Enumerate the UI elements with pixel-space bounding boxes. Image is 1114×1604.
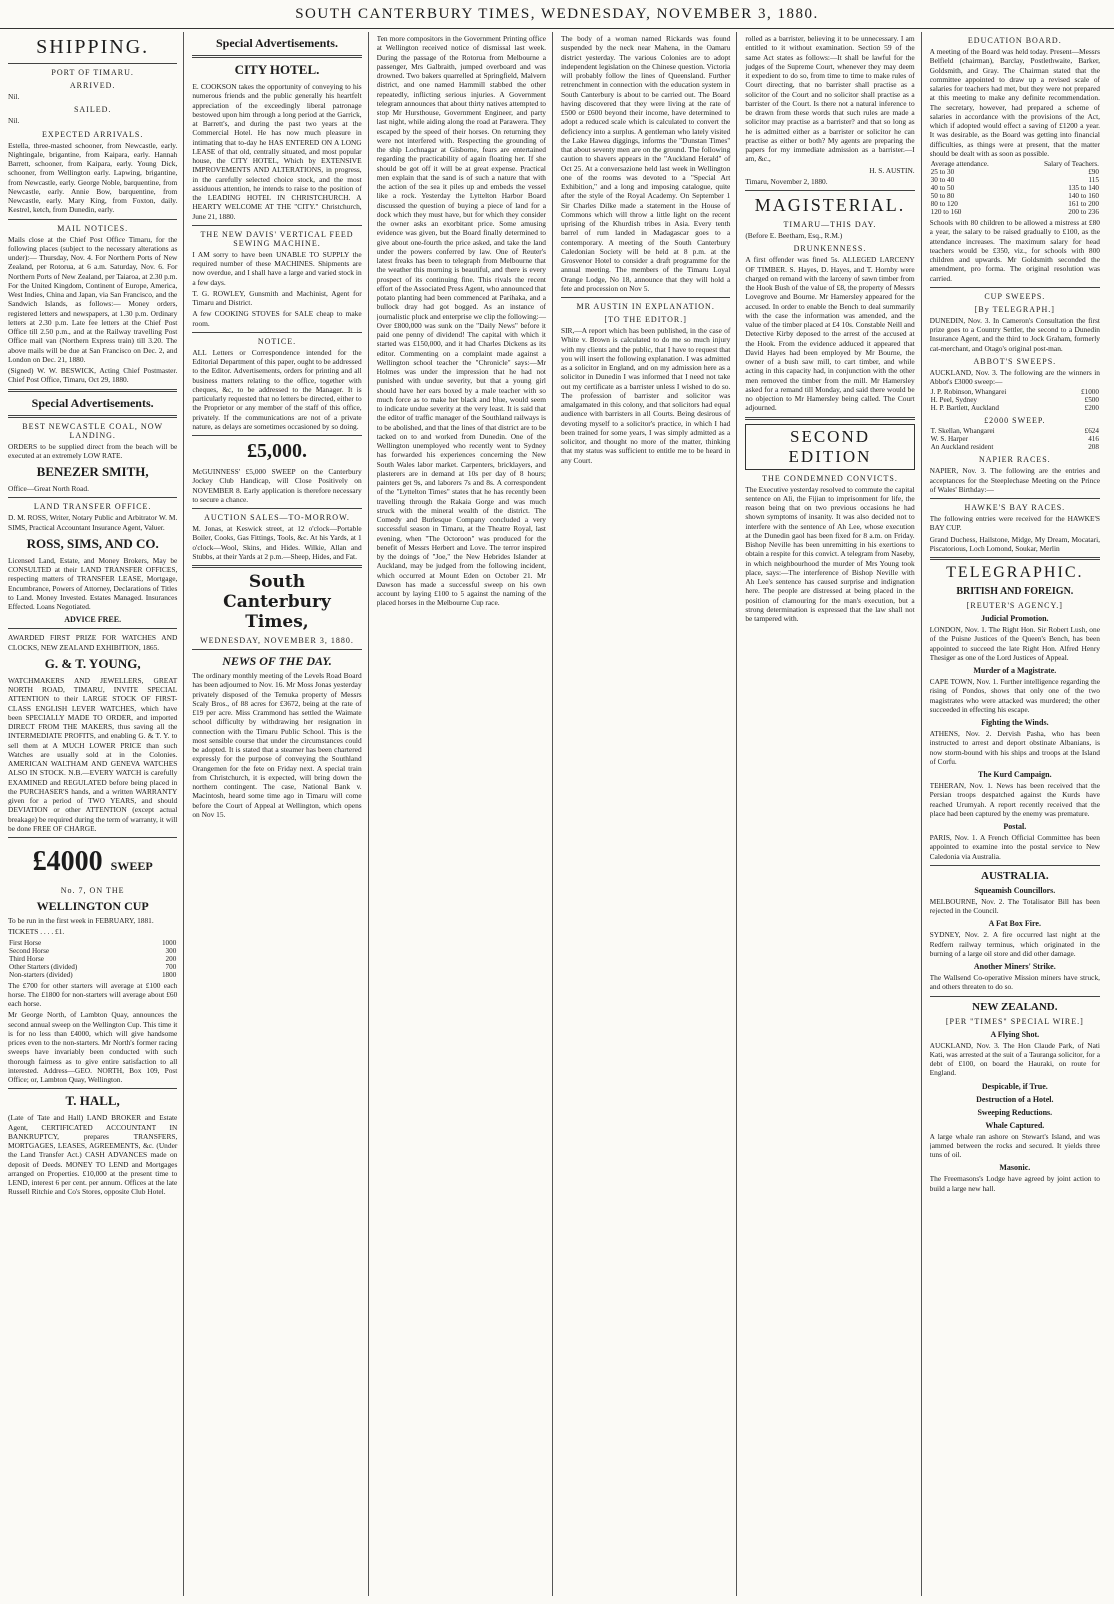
news-heading: NEWS OF THE DAY.: [222, 654, 332, 668]
hawkes-entries: Grand Duchess, Hailstone, Midge, My Dream, Mocatari, Piscatorious, Loch Lomond, Soukar, Merlin: [929, 534, 1100, 553]
ross-title: ROSS, SIMS, AND CO.: [26, 535, 159, 551]
table-header: [930, 160, 1100, 168]
mail-signed: (Signed) W. W. BESWICK, Acting Chief Postmaster. Chief Post Office, Timaru, Oct 29, 1880.: [8, 366, 178, 385]
arrived-nil: Nil.: [8, 92, 20, 101]
salary-table: [930, 160, 1100, 216]
coal-name: BENEZER SMITH,: [36, 464, 149, 479]
sweep-cup: WELLINGTON CUP: [36, 899, 149, 913]
table-row: 40 to 50 135 to 140: [930, 184, 1099, 192]
table-row: 25 to 30 £90: [930, 168, 1099, 176]
young-body: WATCHMAKERS AND JEWELLERS, GREAT NORTH ROAD, TIMARU, INVITE SPECIAL ATTENTION to their LARGE STOCK OF FIRST-CLASS ENGLISH LEVER WATCHES, which have been SPECIALLY MADE TO ORDER, and imported DIRECT FROM THE MAKERS, thus saving all the INTERMEDIATE PROFITS, and enabling G. & T. Y. to sell them at A MUCH LOWER PRICE than such Watches are usually sold at in the Colonies. AMERICAN WALTHAM AND GENEVA WATCHES ALSO IN STOCK. N.B.—EVERY WATCH is carefully EXAMINED and REGULATED before being placed in the PURCHASER'S hands, and a written WARRANTY given for a period of TWO YEARS, and should DEVIATION or other ATTENTION (except actual breakage) be required during the term of warranty, it will be done FREE OF CHARGE.: [8, 675, 178, 833]
drunkenness-heading: DRUNKENNESS.: [793, 244, 867, 254]
education-body-2: Schools with 80 children to be allowed a mistress at £80 a year, the salary to be raised gradually to £100, as the attendance increases. The maximum salary for head teachers would be £350, viz., for schools with 800 children and upwards. Mr Goldsmith seconded the amendment, pro forma. The original resolution was carried.: [929, 218, 1100, 283]
shipping-heading: SHIPPING.: [36, 36, 150, 58]
hotel-body: E. COOKSON takes the opportunity of conveying to his numerous friends and the public generally his heartfelt appreciation of the exceedingly liberal patronage bestowed upon him through a long period at the Garrick, at Barrett's, and during the past two years at the Commercial Hotel. He has now much pleasure in intimating that to-day he HAS ENTERED ON A LONG LEASE of that old, centrally situated, and most popular house, the CITY HOTEL, Which by EXTENSIVE IMPROVEMENTS AND ALTERATIONS, in progress, in the carefully selected choice stock, and the most assiduous attention, he intends to raise to the position of the LEADING HOTEL IN CHRISTCHURCH. A HEARTY WELCOME AT THE "CITY." Christchurch, June 21, 1880.: [192, 82, 362, 221]
table-row: An Auckland resident 208: [930, 443, 1099, 452]
winds-heading: Fighting the Winds.: [981, 718, 1049, 727]
british-heading: BRITISH AND FOREIGN.: [956, 586, 1074, 597]
table-row: 50 to 80 140 to 160: [930, 192, 1099, 200]
table-row: H. Peel, Sydney £500: [930, 396, 1099, 405]
reuters-agency: [REUTER'S AGENCY.]: [966, 601, 1063, 610]
young-award: AWARDED FIRST PRIZE FOR WATCHES AND CLOCKS, NEW ZEALAND EXHIBITION, 1865.: [8, 633, 178, 652]
abbot-intro: AUCKLAND, Nov. 3. The following are the winners in Abbot's £3000 sweep:—: [929, 367, 1100, 386]
austin-body: SIR,—A report which has been published, in the case of White v. Brown is calculated to do me so much injury with my clients and the public, that I have to request that you will insert the following explanation. I was admitted as a solicitor in England, and on my admission here as a solicitor in Dunedin I was informed that I need not take out my certificate as a barrister unless I wished to do so. The profession of barrister and solicitor was amalgamated in this colony, and that solicitors had equal audience with barristers in all Courts. Being desirous of devoting myself to a solicitor's practice, in which I had been trained for some years, I was simply admitted as a solicitor, and thought no more of the matter, thinking that my status was sufficient to entitle me to be heard in any Court.: [560, 326, 731, 465]
telegraphic-heading: TELEGRAPHIC.: [946, 564, 1084, 581]
by-telegraph: [By TELEGRAPH.]: [974, 304, 1055, 314]
expected-body: Estella, three-masted schooner, from Newcastle, early. Nightingale, brigantine, from Kaipara, early. Hannah Barrett, schooner, from Kaipara, early. Young Dick, schooner, from Wellington early. Lapwing, brigantine, from Newcastle, early. George Noble, barquentine, from Newcastle, early. Annie Bow, barquentine, from Newcastle, early. Mary King, from Foxton, daily. Kestrel, ketch, from Dunedin, early.: [8, 140, 178, 215]
table-row: H. P. Bartlett, Auckland £200: [930, 404, 1099, 413]
mail-body: Mails close at the Chief Post Office Timaru, for the following places (subject to the necessary alterations as under):— Thursday, Nov. 4. For Northern Ports of New Zealand, per Rotorua, at 6 a.m. Saturday, Nov. 6. For Northern Ports of New Zealand, per Taiaroa, at 2.30 p.m. For the United Kingdom, Continent of Europe, America, West Indies, China and Japan, via San Francisco, and the Sandwich Islands, as follows:— Money orders, registered letters and newspapers, at 1.30 p.m. Ordinary letters at 2.30 p.m. Late fee letters at the Chief Post Office till 2.50 p.m., and at the Railway travelling Post Office mail van (Northern Express train) till 3.20. The above mails will be due at San Francisco on Dec. 2, and London on Dec. 21, 1880.: [8, 234, 178, 364]
miners-body: The Wallsend Co-operative Mission miners have struck, and others threaten to do so.: [929, 973, 1100, 992]
special-ads-heading: Special Advertisements.: [31, 395, 154, 410]
notice-heading: NOTICE.: [257, 336, 297, 346]
magisterial-sub: TIMARU—THIS DAY.: [783, 220, 877, 229]
squeamish-body: MELBOURNE, Nov. 2. The Totalisator Bill has been rejected in the Council.: [929, 896, 1100, 915]
murder-body: CAPE TOWN, Nov. 1. Further intelligence regarding the rising of Pondos, shows that only one of the two magistrates who were attacked was murdered; the other succeeded in effecting his escape.: [929, 677, 1100, 714]
postal-body: PARIS, Nov. 1. A French Official Committee has been appointed to examine into the postal service to New Caledonia via Australia.: [929, 833, 1100, 861]
hawkes-heading: HAWKE'S BAY RACES.: [964, 503, 1066, 512]
murder-heading: Murder of a Magistrate.: [973, 666, 1057, 675]
sweep-note: The £700 for other starters will average at £100 each horse. The £1800 for non-starters will average about £60 each horse.: [8, 980, 178, 1008]
australia-heading: AUSTRALIA.: [981, 869, 1049, 882]
despicable-heading: Despicable, if True.: [981, 1081, 1048, 1091]
hall-title: T. HALL,: [65, 1093, 120, 1109]
nz-heading: NEW ZEALAND.: [972, 1000, 1058, 1013]
table-row: Other Starters (divided) 700: [9, 962, 177, 971]
fire-heading: A Fat Box Fire.: [988, 919, 1041, 929]
rowley: T. G. ROWLEY, Gunsmith and Machinist, Agent for Timaru and District.: [192, 288, 362, 307]
convicts-body: The Executive yesterday resolved to commute the capital sentence on Ali, the Fijian to imprisonment for life, the reason being that on two previous occasions he had shown symptoms of insanity. It was also decided not to interfere with the sentence of Ah Lee, whose execution at the Dunedin gaol has been fixed for 8 a.m. on Friday. Bishop Neville has been unremitting in his exertions to obtain a respite for this convict. A telegram from Naseby, in which neighbourhood the murder of Mrs Young took place, says:—The interference of Bishop Neville with Ah Lee's sentence has caused surprise and indignation here. The people are distressed at being placed in the position of clamouring for the man's execution, but a strong determination is expressed that the law shall not be tampered with.: [745, 484, 915, 623]
port-heading: PORT OF TIMARU.: [51, 68, 134, 77]
column-header: Salary of Teachers.: [1043, 160, 1099, 168]
fire-body: SYDNEY, Nov. 2. A fire occurred last night at the Redfern railway terminus, which originated in the burning of a large oil store and did other damage.: [929, 930, 1100, 958]
mcguinness-body: McGUINNESS' £5,000 SWEEP on the Canterbury Jockey Club Handicap, will Close Positively on NOVEMBER 8. Early application is therefore necessary to secure a chance.: [192, 467, 362, 504]
stoves: A few COOKING STOVES for SALE cheap to make room.: [192, 309, 362, 328]
judicial-heading: Judicial Promotion.: [981, 614, 1049, 623]
table-row: Second Horse 300: [9, 946, 177, 955]
miners-heading: Another Miners' Strike.: [973, 962, 1056, 971]
sailed-label: SAILED.: [73, 105, 112, 115]
five-thousand: £5,000.: [246, 440, 307, 462]
news-body: The ordinary monthly meeting of the Levels Road Board has been adjourned to Nov. 16. Mr Moss Jonas yesterday privately disposed of the Temuka property of Messrs Scaly Bros., of 88 acres for £3672, being at the rate of £19 per acre. Miss Crammond has settled the Waimate school difficulty by withdrawing her resignation in connection with the Timaru Public School. This is the most sensible course that under the circumstances could be adopted. It is stated that a steamer has been chartered expressly for the purpose of conveying the Southland Orangemen for the fete on Friday next. A special train from Christchurch, it is expected, will bring down the northern contingent. The case, National Bank v. Macintosh, heard some time ago in Timaru will come before the Court of Appeal at Wellington, which opens on Nov 15.: [192, 671, 362, 819]
cup-body: DUNEDIN, Nov. 3. In Cameron's Consultation the first prize goes to a Country Settler, the second to a Dunedin Insurance Agent, and the third to Jock Graham, formerly cat-merchant, and Otago's original post-man.: [929, 315, 1100, 353]
hotel-title: CITY HOTEL.: [234, 62, 320, 77]
court-body: A first offender was fined 5s. ALLEGED LARCENY OF TIMBER. S. Hayes, D. Hayes, and T. Hornby were charged on remand with the larceny of sawn timber from the Hook Bush of the value of £8, the property of Messrs Lovegrove and Bourne. Mr Hamersley appeared for the accused. In order to enable the Bench to deal summarily with the case the information was amended, and the value of the timber placed at £4 10s. Constable Neill and Detective Kirby deposed to the arrest of the accused at the Hook. From the evidence adduced it appeared that David Hayes had been employed by Mr Bourne, the owner of a bush saw mill, to cart timber, and while acting in this capacity had, in conjunction with the other men removed the timber from the mill. Mr Hamersley asked for a remand till Monday, and said there would be no objection to Mr Hamersley being called. The Court adjourned.: [745, 255, 915, 413]
destruction-heading: Destruction of a Hotel.: [976, 1094, 1054, 1104]
coal-title: BEST NEWCASTLE COAL, NOW LANDING.: [22, 421, 164, 440]
news-continued-2: The body of a woman named Rickards was found suspended by the neck near Mahena, in the Oamaru district yesterday. The various Colonies are to adopt independent legislation on the Chinese question. Victoria will probably follow the lines of Queensland. Further retrenchment in connection with the education system in South Canterbury is about to be carried out. The Board having discovered that they were living at the rate of £500 or £600 beyond their income, have determined to adopt a reduced scale which is calculated to convert the deficiency into a surplus. A gentleman who lately visited the Lake Hawea diggings, informs the "Dunstan Times" that about seventy men are on the ground. The following caution to shavers appears in the "Auckland Herald" of Oct 25. At a conversazione held last week in Wellington one of the rooms was devoted to a "Special Art Exhibition," and a long and imposing catalogue, quite after the style of the Royal Academy. On September 1 Sir Charles Dilke made a statement in the House of Commons which will throw a little light on the recent uprising of the Khurdish tribes in Asia. Every tenth barrel of rum landed in Madagascar goes to a contemporary. A meeting of the South Canterbury Caledonian Society will be held at 8 p.m. at the Grosvenor Hotel to consider a draft programme for the annual meeting. The members of the Timaru Loyal Orange Lodge, No 18, announce that they will hold a fete and procession on Nov 5.: [560, 34, 731, 293]
education-heading: EDUCATION BOARD.: [967, 36, 1062, 45]
sweeping-heading: Sweeping Reductions.: [977, 1107, 1053, 1117]
land-heading: LAND TRANSFER OFFICE.: [33, 502, 152, 512]
table-row: 120 to 160 200 to 236: [930, 208, 1099, 216]
masonic-heading: Masonic.: [999, 1163, 1031, 1173]
column-header: Average attendance.: [930, 160, 989, 168]
column-4: [561, 32, 737, 1596]
paper-date: WEDNESDAY, NOVEMBER 3, 1880.: [200, 636, 354, 645]
education-body: A meeting of the Board was held today. Present—Messrs Belfield (chairman), Barclay, Postlethwaite, Barker, Goldsmith, and Gray. The Chairman stated that the committee appointed to draw up a revised scale of salaries for teachers had met, but they were not prepared at this meeting to make any definite recommendation. The secretary, however, had prepared a scheme of salaries in accordance with the provisions of the Act, which if adopted would effect a saving of £1200 a year. It was desirable, as the Board was getting into financial difficulties, as things were at present, that the matter should be dealt with as soon as possible.: [929, 47, 1100, 158]
table-row: Third Horse 200: [9, 954, 177, 963]
winds-body: ATHENS, Nov. 2. Dervish Pasha, who has been instructed to arrest and deport obstinate Albanians, is now storm-bound with his ships and troops at the Island of Corfu.: [929, 729, 1100, 766]
special-wire: [PER "TIMES" SPECIAL WIRE.]: [945, 1016, 1084, 1026]
column-6: [930, 32, 1106, 1596]
table-row: 80 to 120 161 to 200: [930, 200, 1099, 208]
flying-heading: A Flying Shot.: [990, 1029, 1040, 1039]
postal-heading: Postal.: [1003, 822, 1027, 831]
sweep-number: No. 7, ON THE: [60, 886, 125, 895]
sailed-nil: Nil.: [8, 116, 20, 126]
table-row: J. P. Robinson, Whangarei £1000: [930, 388, 1099, 397]
second-edition: SECOND EDITION: [745, 424, 914, 470]
flying-body: AUCKLAND, Nov. 3. The Hon Claude Park, of Nati Kati, was arrested at the suit of a Tauranga solicitor, for a debt of £100, on board the Hauraki, on route for England.: [929, 1040, 1100, 1078]
abbot-table-2: [930, 427, 1100, 451]
hawkes-body: The following entries were received for the HAWKE'S BAY CUP.: [929, 514, 1100, 533]
table-row: W. S. Harper 416: [930, 435, 1099, 444]
napier-body: NAPIER, Nov. 3. The following are the entries and acceptances for the Steeplechase Meeting on the Prince of Wales' Birthday:—: [929, 466, 1100, 494]
abbot-table: [930, 388, 1100, 412]
auction-body: M. Jonas, at Keswick street, at 12 o'clock—Portable Boiler, Cooks, Gas Fittings, Tools, &c. At his Yards, at 1 o'clock—Wool, Skins, and Hides. Wilkie, Allan and Stubbs, at their Yards at 2 p.m.—Sheep, Hides, and Fat.: [192, 524, 362, 561]
sewing-title: THE NEW DAVIS' VERTICAL FEED SEWING MACHINE.: [200, 229, 354, 248]
table-row: T. Skellan, Whangarei £624: [930, 427, 1099, 436]
sweep-drawn: To be run in the first week in FEBRUARY, 1881.: [8, 916, 154, 925]
young-title: G. & T. YOUNG,: [44, 655, 141, 671]
kurd-heading: The Kurd Campaign.: [978, 770, 1052, 779]
column-5: [745, 32, 921, 1596]
napier-heading: NAPIER RACES.: [978, 455, 1051, 465]
column-3: [377, 32, 553, 1596]
column-grid: [8, 32, 1106, 1596]
hall-body: (Late of Tate and Hall) LAND BROKER and Estate Agent, CERTIFICATED ACCOUNTANT IN BANKRUPTCY, prepares TRANSFERS, MORTGAGES, LEASES, AGREEMENTS, &c. (Under the Land Transfer Act.) CASH ADVANCES made on deposit of Deeds. MONEY TO LEND and Mortgages arranged on Properties. £10,000 at the present time to LEND, interest 6 per cent. per annum. Offices at the late Russell Ritchie and Co's Stores, opposite Club Hotel.: [8, 1113, 178, 1197]
news-continued: Ten more compositors in the Government Printing office at Wellington received notice of dismissal last week. During the passage of the Rotorua from Melbourne a passenger, Mrs Galbraith, jumped overboard and was drowned. Two bakers quarrelled at Springfield, Malvern district, and one named Hammill stabbed the other repeatedly, inflicting serious injuries. A Government telegram announces that about thirty natives attempted to stop Mr Hursthouse, Government Engineer, and party last night, while aiding along the road at Parawera. They escaped by the speed of their horses. On returning they were not interfered with. Respecting the grounding of the ship Lochnagar at Gisborne, fears are entertained regarding the practicability of again floating her. If she should be got off it will be at great expense. Practical men explain that the sand is of such a nature that with the action of the sea it piles up and embeds the vessel like a rock. Yesterday the Lyttelton Harbor Board discussed the question of buying a piece of land for a dock which they must have, but for which they consider the owner asks an exorbitant price. Some amusing evidence was given, but the Board finally determined to give about one-fourth the price asked, and take the land under the powers conferred by law. One of Reuter's latest freaks has been to telegraph from Melbourne that the weather this morning is beautiful, and there is every prospect of its continuing fine. This rivals the recent effort of the Associated Press Agent, who announced that potato planting had been commenced at Parihaka, and a bullock dray had got bogged. As an instance of journalistic pluck and enterprise we clip the following:—Over £800,000 was sunk on the "Daily News" before it paid one penny of dividend! The capital with which it started was £150,000, and it had Charles Dickens as its editor. Commenting on a complaint made against a Wellington school teacher the "Chronicle" says:—Mr Holmes was under the impression that he had not punished with undue severity, but that a young girl should have her ears boxed by a male teacher with so much force as to make her black and blue, would seem to indicate undue severity at the very least. It is said that the editor of traffic manager of the Southland railways is to be abolished, and that the lines of that district are to be tacked on to and worked from Dunedin. One of the Wellington unemployed who recently went to Sydney has forwarded his experiences concerning the New South Wales labor market. Carpenters, bricklayers, and plasterers are in demand at 10s per day of 8 hours; painters get 9s, and laborers 7s and 8s. A correspondent of the "Lyttelton Times" states that he has recently been travelling through the Rakaia Gorge and was much struck with the mineral wealth of the district. The Comedy and Burlesque Company concluded a very successful season in Timaru, at the Theatre Royal, last evening, when "The Octoroon" was produced for the benefit of Messrs Herbert and Love. The terror inspired by the doings of "Joe," the New Hebrides Islander at Auckland, may be judged from the following incident, which occurred at Mount Eden on October 21. Mr Dawson has made a successful sweep on his own account by laying £100 to 5 against the naming of the placed horses in the Melbourne Cup race.: [376, 34, 546, 608]
judicial-body: LONDON, Nov. 1. The Right Hon. Sir Robert Lush, one of the Puisne Justices of the Queen's Bench, has been appointed to succeed the late Right Hon. Alfred Henry Thesiger as one of the Lord Justices of Appeal.: [929, 625, 1100, 662]
sweep-amount: £4000: [32, 846, 103, 877]
page-header: SOUTH CANTERBURY TIMES, WEDNESDAY, NOVEMBER 3, 1880.: [0, 0, 1114, 29]
table-row: Non-starters (divided) 1800: [9, 970, 177, 979]
column-1: [8, 32, 184, 1596]
sweep-word: SWEEP: [110, 859, 153, 873]
sweep-body: Mr George North, of Lambton Quay, announces the second annual sweep on the Wellington Cup. This time it is for no less than £4000, which will give handsome prices even to the non-starters. Mr North's former racing sweeps have invariably been conducted with such thorough fairness as to give entire satisfaction to all interested. Address—GEO. NORTH, Box 109, Post Office; or, Lambton Quay, Wellington.: [8, 1010, 178, 1084]
mail-heading: MAIL NOTICES.: [57, 223, 129, 233]
whale-heading: Whale Captured.: [985, 1120, 1045, 1130]
expected-heading: EXPECTED ARRIVALS.: [41, 129, 144, 139]
austin-date: Timaru, November 2, 1880.: [745, 176, 828, 186]
abbot-sub: £2000 SWEEP.: [984, 416, 1046, 426]
table-row: First Horse 1000: [9, 938, 177, 947]
austin-heading: MR AUSTIN IN EXPLANATION.: [576, 302, 715, 311]
land-names: D. M. ROSS, Writer, Notary Public and Arbitrator W. M. SIMS, Practical Accountant Insurance Agent, Valuer.: [8, 513, 178, 532]
austin-continued: rolled as a barrister, believing it to be unnecessary. I am entitled to it without examination. Section 59 of the same Act states as follows:—It shall be lawful for the judges of the Supreme Court, whenever they may deem it expedient to do so, from time to time to make rules of Court directing, that no barrister shall practise as a solicitor of the Court and no solicitor shall practise as a barrister of the Court. Is there not a natural inference to be drawn from these words that such rules are made a solicitor may practise as a barrister? and that so long as he is admitted either as a barrister or solicitor he can practise as either or both? My agents are preparing the papers for my immediate admission as a barrister.—I am, &c.,: [745, 34, 915, 164]
magisterial-before: (Before E. Beetham, Esq., R.M.): [745, 231, 843, 240]
squeamish-heading: Squeamish Councillors.: [974, 885, 1056, 895]
arrived-label: ARRIVED.: [69, 81, 116, 90]
kurd-body: TEHERAN, Nov. 1. News has been received that the Persian troops despatched against the Kurds have reached Urumyah. A report recently received that the place had been captured by the enemy was premature.: [929, 781, 1100, 818]
advice-free: ADVICE FREE.: [64, 615, 122, 625]
masonic-body: The Freemasons's Lodge have agreed by joint action to build a large new hall.: [929, 1174, 1100, 1193]
coal-office: Office—Great North Road.: [8, 484, 89, 493]
ross-body: Licensed Land, Estate, and Money Brokers, May be CONSULTED at their LAND TRANSFER OFFICES, respecting matters of TRANSFER LEASE, Mortgage, Encumbrance, Powers of Attorney, Declarations of Titles to Land. Money Invested. Estates Managed. Insurances Effected. Loans Negotiated.: [8, 555, 178, 611]
paper-title: South Canterbury Times,: [223, 572, 331, 632]
column-2: [192, 32, 368, 1596]
special-ads-heading-2: Special Advertisements.: [215, 36, 338, 50]
sewing-body: I AM sorry to have been UNABLE TO SUPPLY the required number of these MACHINES. Shipments are now overdue, and I shall have a large and varied stock in a few days.: [192, 249, 362, 287]
sweep-tickets: TICKETS . . . . £1.: [8, 927, 65, 937]
austin-sign: H. S. AUSTIN.: [869, 165, 915, 175]
coal-body: ORDERS to be supplied direct from the beach will be executed at an extremely LOW RATE.: [8, 441, 178, 460]
notice-body: ALL Letters or Correspondence intended for the Editorial Department of this paper, ought to be addressed to the Editor. Advertisements, orders for printing and all business matters relating to the office, together with cheques, &c, to be addressed to the Manager. It is particularly requested that no letters be directed, either to the Proprietor or any member of the staff of this office, privately. If the communications are not of a private nature, as delays are sometimes occasioned by so doing.: [192, 347, 362, 431]
austin-editor: [TO THE EDITOR.]: [604, 315, 687, 324]
table-row: 30 to 40 115: [930, 176, 1099, 184]
abbot-heading: ABBOT'S SWEEPS.: [973, 356, 1057, 366]
convicts-heading: THE CONDEMNED CONVICTS.: [762, 473, 898, 483]
whale-body: A large whale ran ashore on Stewart's Island, and was jammed between the rocks and secured. It yields three tuns of oil.: [929, 1131, 1100, 1159]
magisterial-heading: MAGISTERIAL.: [754, 195, 906, 215]
cup-heading: CUP SWEEPS.: [984, 291, 1046, 301]
sweep-prize-table: [8, 939, 177, 979]
auction-heading: AUCTION SALES—TO-MORROW.: [204, 513, 350, 522]
